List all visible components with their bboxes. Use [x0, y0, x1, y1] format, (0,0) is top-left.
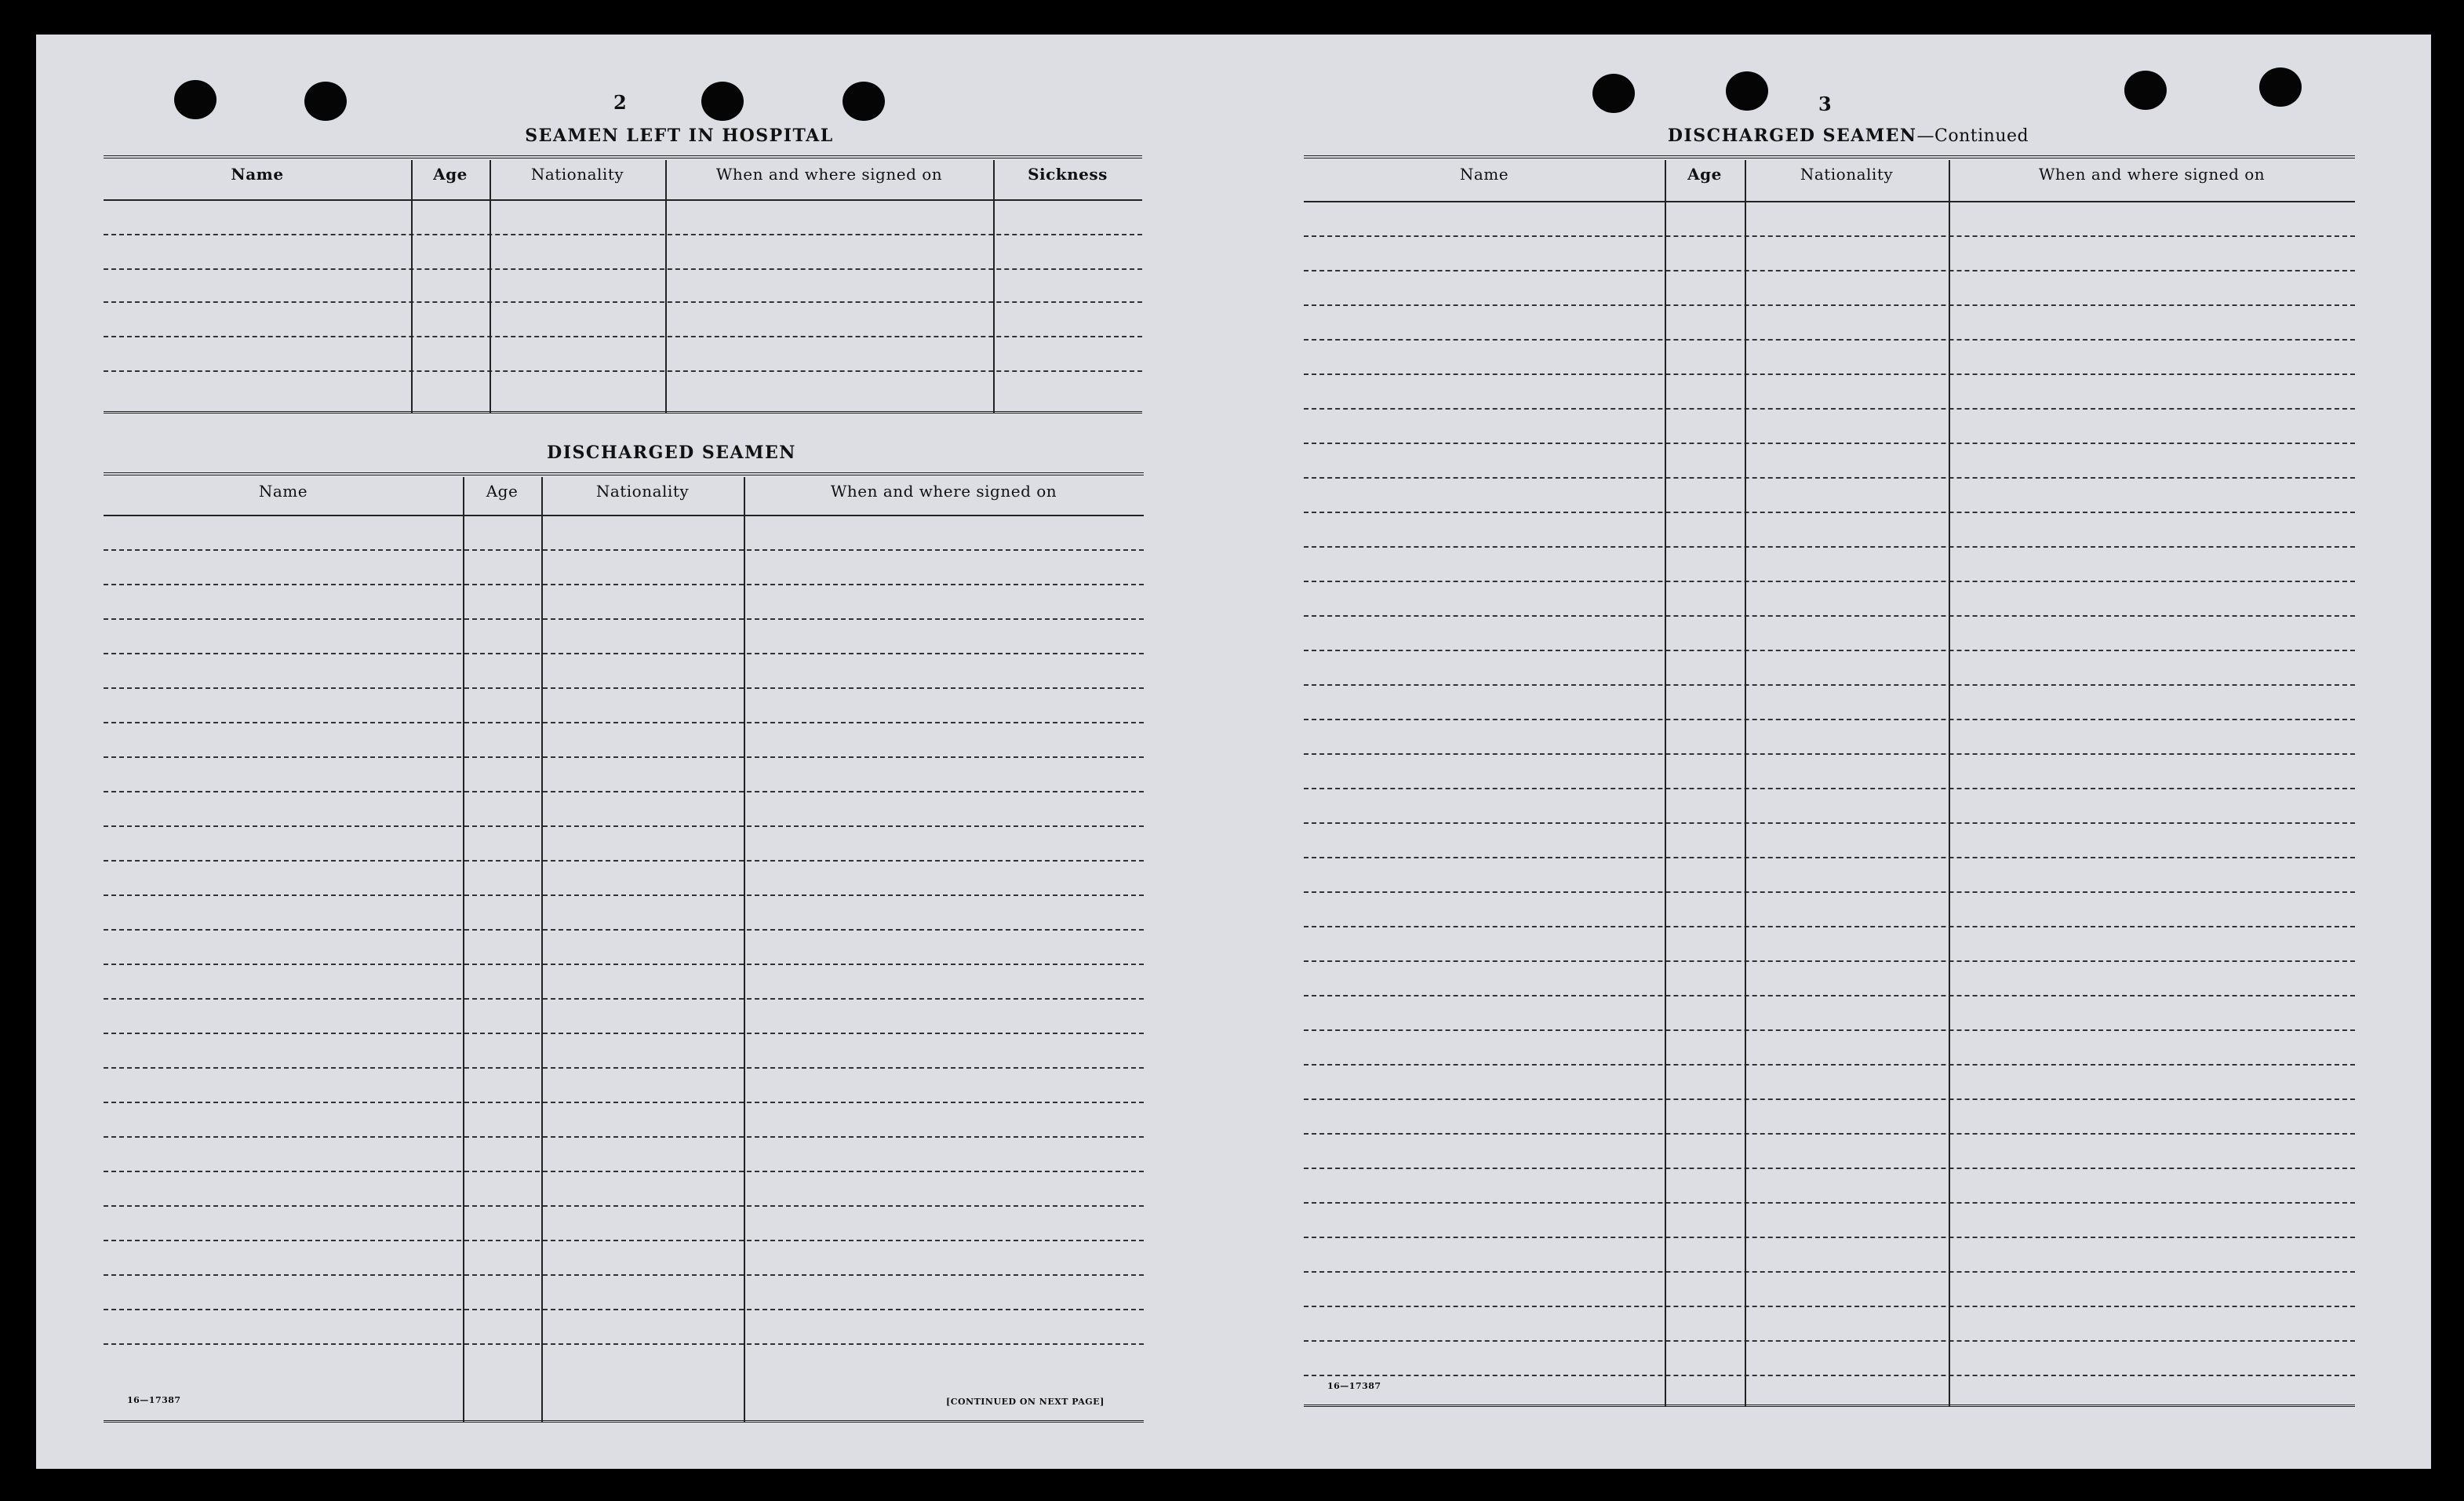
- column-header-nationality: Nationality: [595, 482, 690, 501]
- column-header-nationality: Nationality: [1800, 165, 1894, 184]
- punch-hole: [701, 82, 744, 121]
- page-number-left: 2: [613, 91, 627, 114]
- discharged-title-main: DISCHARGED SEAMEN: [1667, 126, 1917, 146]
- column-header-age: Age: [1687, 165, 1722, 184]
- punch-hole: [2124, 71, 2167, 110]
- punch-hole: [174, 80, 217, 119]
- punch-hole: [843, 82, 885, 121]
- column-header-signed-on: When and where signed on: [2038, 165, 2266, 184]
- form-number-right: 16—17387: [1327, 1381, 1381, 1391]
- column-header-signed-on: When and where signed on: [715, 165, 943, 184]
- column-header-nationality: Nationality: [530, 165, 624, 184]
- column-header-age: Age: [486, 482, 519, 501]
- discharged-continued-title: [1597, 126, 2099, 146]
- discharged-table: [104, 472, 1144, 1430]
- punch-hole: [1726, 71, 1768, 111]
- punch-hole: [1592, 74, 1635, 113]
- discharged-section-title: DISCHARGED SEAMEN: [547, 443, 796, 463]
- hospital-section-title: SEAMEN LEFT IN HOSPITAL: [525, 126, 834, 146]
- column-header-sickness: Sickness: [1028, 165, 1108, 184]
- form-number-left: 16—17387: [127, 1395, 181, 1405]
- continued-note: [CONTINUED ON NEXT PAGE]: [946, 1397, 1105, 1407]
- column-header-name: Name: [258, 482, 308, 501]
- hospital-table: [104, 155, 1142, 421]
- punch-hole: [304, 82, 347, 121]
- page-number-right: 3: [1818, 93, 1832, 115]
- column-header-name: Name: [231, 165, 284, 184]
- discharged-title-suffix: —Continued: [1916, 126, 2029, 146]
- discharged-continued-table: [1304, 155, 2355, 1411]
- column-header-signed-on: When and where signed on: [830, 482, 1057, 501]
- column-header-age: Age: [433, 165, 468, 184]
- punch-hole: [2259, 67, 2302, 107]
- column-header-name: Name: [1459, 165, 1509, 184]
- document-sheet: [36, 35, 2431, 1469]
